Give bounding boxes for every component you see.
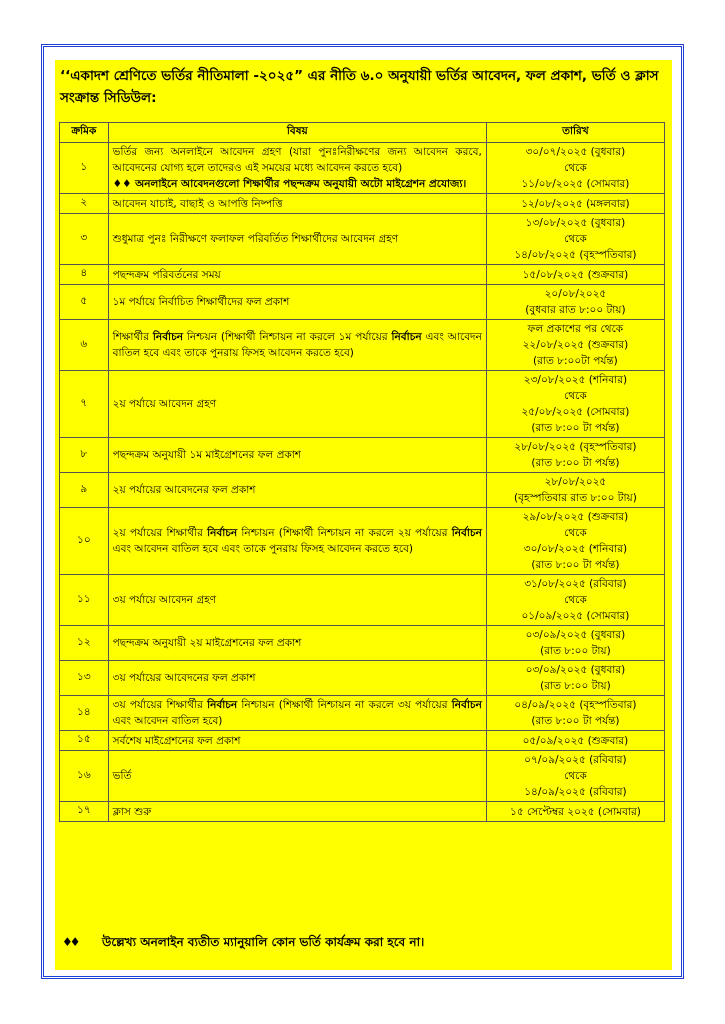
table-row <box>60 194 665 214</box>
table-row <box>60 575 665 626</box>
date-line: ফল প্রকাশের পর থেকে <box>527 323 624 335</box>
date-line: ১৪/০৯/২০২৫ (রবিবার) <box>524 786 627 798</box>
subject-text: এবং আবেদন বাতিল হবে এবং তাকে পুনরায় ফিসহ আবেদন করতে হবে) <box>112 331 482 359</box>
table-row <box>60 473 665 508</box>
date-line: ১৪/০৮/২০২৫ (বৃহস্পতিবার) <box>514 249 637 261</box>
date-line: ২০/০৮/২০২৫ <box>544 288 607 300</box>
date-line: থেকে <box>564 162 587 174</box>
subject-bold-term: নির্বাচন <box>152 331 184 343</box>
subject-text: শিক্ষার্থীর <box>112 331 153 343</box>
footer-note <box>62 934 424 954</box>
row-subject <box>108 473 486 508</box>
date-line: (রাত ৮:০০ টা পর্যন্ত) <box>531 559 620 571</box>
table-row <box>60 731 665 751</box>
row-subject <box>108 265 486 285</box>
row-subject <box>108 661 486 696</box>
row-subject <box>108 508 486 575</box>
subject-text: এবং আবেদন বাতিল হবে) <box>112 715 223 727</box>
date-line: থেকে <box>564 594 587 606</box>
row-serial: ৯ <box>60 473 109 508</box>
row-serial: ১৪ <box>60 696 109 731</box>
row-serial: ৬ <box>60 320 109 371</box>
date-line: ১৩/০৮/২০২৫ (বুধবার) <box>525 217 626 229</box>
row-date <box>486 285 664 320</box>
row-date <box>486 473 664 508</box>
date-line: ৩০/০৭/২০২৫ (বুধবার) <box>525 146 626 158</box>
row-subject <box>108 626 486 661</box>
table-row <box>60 751 665 802</box>
header-serial: ক্রমিক <box>60 123 109 143</box>
row-date <box>486 320 664 371</box>
table-row <box>60 696 665 731</box>
subject-text: ৩য় পর্যায়ের আবেদনের ফল প্রকাশ <box>112 672 256 684</box>
table-row <box>60 265 665 285</box>
subject-text: পছন্দক্রম অনুযায়ী ১ম মাইগ্রেশনের ফল প্রকাশ <box>112 449 302 461</box>
subject-text: আবেদন যাচাই, বাছাই ও আপত্তি নিষ্পত্তি <box>112 197 283 210</box>
subject-text: ১ম পর্যায়ে নির্বাচিত শিক্ষার্থীদের ফল প্রকাশ <box>112 296 290 308</box>
row-subject <box>108 320 486 371</box>
date-line: ২৮/০৮/২০২৫ <box>544 476 607 488</box>
header-subject: বিষয় <box>108 123 486 143</box>
row-serial: ৮ <box>60 438 109 473</box>
row-subject <box>108 438 486 473</box>
table-row <box>60 214 665 265</box>
subject-text: ৩য় পর্যায়ে আবেদন গ্রহণ <box>112 594 217 606</box>
subject-text: ২য় পর্যায়ের শিক্ষার্থীর <box>112 527 208 539</box>
table-row <box>60 802 665 822</box>
date-line: ০৩/০৯/২০২৫ (বুধবার) <box>525 629 626 641</box>
row-date <box>486 661 664 696</box>
subject-text: সর্বশেষ মাইগ্রেশনের ফল প্রকাশ <box>112 734 241 747</box>
subject-text: ভর্তি <box>112 770 132 782</box>
date-line: ০৪/০৯/২০২৫ (বৃহস্পতিবার) <box>514 699 637 711</box>
row-subject <box>108 371 486 438</box>
page-title: ‘‘একাদশ শ্রেণিতে ভর্তির নীতিমালা -২০২৫” এর নীতি ৬.০ অনুযায়ী ভর্তির আবেদন, ফল প্রকাশ, ভর্তি ও ক্লাস সংক্রান্ত সিডিউল: <box>60 68 659 106</box>
table-header-row <box>60 123 665 143</box>
row-date <box>486 802 664 822</box>
date-line: ২২/০৮/২০২৫ (শুক্রবার) <box>522 339 629 351</box>
row-serial: ১৩ <box>60 661 109 696</box>
date-line: ২৯/০৮/২০২৫ (শুক্রবার) <box>522 511 629 523</box>
date-line: (রাত ৮:০০টা পর্যন্ত) <box>533 355 618 367</box>
date-line: ৩০/০৮/২০২৫ (শনিবার) <box>523 543 628 555</box>
row-date <box>486 751 664 802</box>
subject-bold-term: নির্বাচন <box>451 699 482 711</box>
row-subject <box>108 214 486 265</box>
table-row <box>60 371 665 438</box>
row-date <box>486 508 664 575</box>
row-date <box>486 575 664 626</box>
date-line: ০৩/০৯/২০২৫ (বুধবার) <box>525 664 626 676</box>
date-line: ১৫ সেপ্টেম্বর ২০২৫ (সোমবার) <box>510 805 641 818</box>
subject-text: ক্লাস শুরু <box>112 805 152 818</box>
row-subject <box>108 143 486 194</box>
table-row <box>60 508 665 575</box>
diamond-bullet-icon: ♦♦ <box>62 935 78 949</box>
subject-bold-term: নির্বাচন <box>451 527 482 539</box>
subject-text: শুধুমাত্র পুনঃ নিরীক্ষণে ফলাফল পরিবর্তিত শিক্ষার্থীদের আবেদন গ্রহণ <box>112 233 399 245</box>
table-row <box>60 320 665 371</box>
table-row <box>60 626 665 661</box>
date-line: থেকে <box>564 770 587 782</box>
subject-text: ভর্তির জন্য অনলাইনে আবেদন গ্রহণ (যারা পুনঃনিরীক্ষণের জন্য আবেদন করবে, আবেদনের যোগ্য হলে তাদেরও এই সময়ের মধ্যে আবেদন করতে হবে) <box>112 146 482 174</box>
subject-text: নিশ্চায়ন (শিক্ষার্থী নিশ্চায়ন না করলে ৩য় পর্যায়ের <box>237 699 452 711</box>
subject-text: নিশ্চায়ন (শিক্ষার্থী নিশ্চায়ন না করলে ২য় পর্যায়ের <box>237 527 452 539</box>
date-line: ০১/০৯/২০২৫ (সোমবার) <box>521 610 630 622</box>
row-serial: ৩ <box>60 214 109 265</box>
table-row <box>60 661 665 696</box>
date-line: থেকে <box>564 527 587 539</box>
date-line: ২৩/০৮/২০২৫ (শনিবার) <box>523 374 628 386</box>
row-subject <box>108 696 486 731</box>
subject-bold-term: নির্বাচন <box>207 699 238 711</box>
row-date <box>486 265 664 285</box>
row-date <box>486 731 664 751</box>
row-date <box>486 626 664 661</box>
date-line: ০৫/০৯/২০২৫ (শুক্রবার) <box>522 734 629 747</box>
date-line: ১৫/০৮/২০২৫ (শুক্রবার) <box>522 268 629 281</box>
table-row <box>60 143 665 194</box>
date-line: ২৮/০৮/২০২৫ (বৃহস্পতিবার) <box>514 441 637 453</box>
row-subject <box>108 285 486 320</box>
header-date: তারিখ <box>486 123 664 143</box>
subject-text: ৩য় পর্যায়ের শিক্ষার্থীর <box>112 699 208 711</box>
row-subject <box>108 575 486 626</box>
subject-text: নিশ্চয়ন (শিক্ষার্থী নিশ্চায়ন না করলে ১ম পর্যায়ের <box>183 331 392 343</box>
subject-text: ২য় পর্যায়ের আবেদনের ফল প্রকাশ <box>112 484 256 496</box>
subject-text: পছন্দক্রম পরিবর্তনের সময় <box>112 268 221 281</box>
note-text: উল্লেখ্য অনলাইন ব্যতীত ম্যানুয়ালি কোন ভর্তি কার্যক্রম করা হবে না। <box>102 935 425 949</box>
row-subject <box>108 731 486 751</box>
row-serial: ১৬ <box>60 751 109 802</box>
row-serial: ২ <box>60 194 109 214</box>
subject-text: ২য় পর্যায়ে আবেদন গ্রহণ <box>112 398 217 410</box>
row-date <box>486 696 664 731</box>
row-serial: ১৭ <box>60 802 109 822</box>
table-row <box>60 285 665 320</box>
row-subject <box>108 751 486 802</box>
row-serial: ৪ <box>60 265 109 285</box>
row-subject <box>108 194 486 214</box>
row-serial: ৭ <box>60 371 109 438</box>
row-date <box>486 371 664 438</box>
date-line: ৩১/০৮/২০২৫ (রবিবার) <box>524 578 627 590</box>
row-date <box>486 214 664 265</box>
schedule-table <box>59 122 665 822</box>
row-date <box>486 438 664 473</box>
row-serial: ৫ <box>60 285 109 320</box>
subject-bold-term: নির্বাচন <box>391 331 422 343</box>
row-serial: ১৫ <box>60 731 109 751</box>
date-line: (বৃহস্পতিবার রাত ৮:০০ টায়) <box>514 492 637 504</box>
subject-text: এবং আবেদন বাতিল হবে এবং তাকে পুনরায় ফিসহ আবেদন করতে হবে) <box>112 543 414 555</box>
row-serial: ১১ <box>60 575 109 626</box>
date-line: (রাত ৮:০০ টায়) <box>540 645 611 657</box>
row-serial: ১ <box>60 143 109 194</box>
date-line: ২৫/০৮/২০২৫ (সোমবার) <box>521 406 630 418</box>
row-serial: ১০ <box>60 508 109 575</box>
row-date <box>486 143 664 194</box>
date-line: (বুধবার রাত ৮:০০ টায়) <box>525 304 626 316</box>
subject-bold-note: ♦♦ অনলাইনে আবেদনগুলো শিক্ষার্থীর পছন্দক্রম অনুযায়ী অটো মাইগ্রেশন প্রযোজ্য। <box>112 178 467 190</box>
row-subject <box>108 802 486 822</box>
date-line: (রাত ৮:০০ টায়) <box>540 680 611 692</box>
date-line: ০৭/০৯/২০২৫ (রবিবার) <box>524 754 627 766</box>
subject-text: পছন্দক্রম অনুযায়ী ২য় মাইগ্রেশনের ফল প্রকাশ <box>112 637 302 649</box>
row-date <box>486 194 664 214</box>
subject-bold-term: নির্বাচন <box>207 527 238 539</box>
date-line: ১১/০৮/২০২৫ (সোমবার) <box>521 178 630 190</box>
date-line: ১২/০৮/২০২৫ (মঙ্গলবার) <box>521 197 630 210</box>
date-line: থেকে <box>564 390 587 402</box>
row-serial: ১২ <box>60 626 109 661</box>
date-line: (রাত ৮:০০ টা পর্যন্ত) <box>531 715 620 727</box>
date-line: থেকে <box>564 233 587 245</box>
date-line: (রাত ৮:০০ টা পর্যন্ত) <box>531 457 620 469</box>
table-row <box>60 438 665 473</box>
date-line: (রাত ৮:০০ টা পর্যন্ত) <box>531 422 620 434</box>
table-body <box>60 143 665 822</box>
